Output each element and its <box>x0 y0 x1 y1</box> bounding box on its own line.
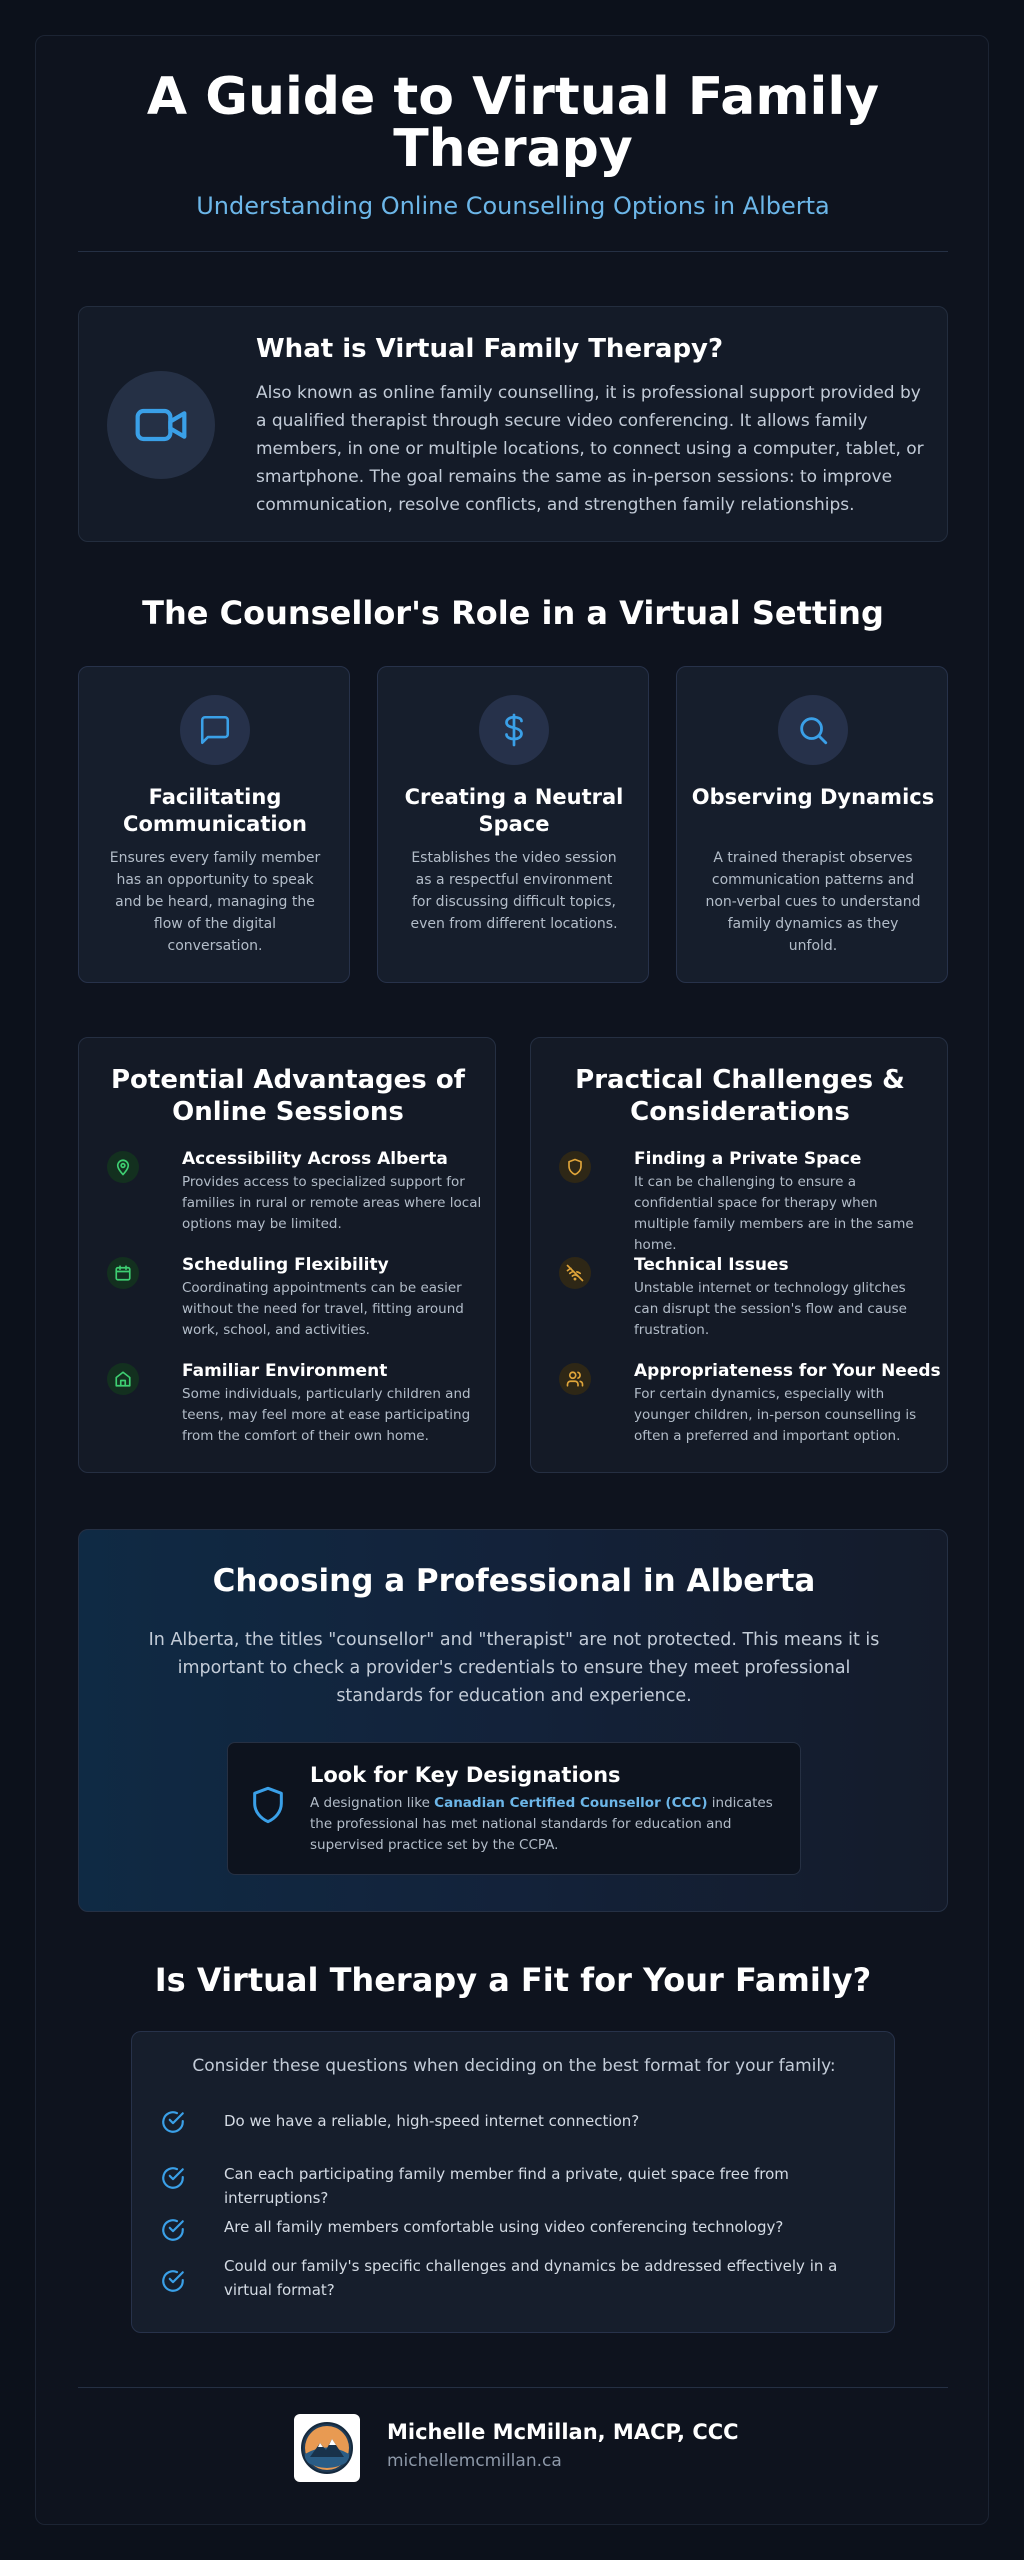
designation-title: Look for Key Designations <box>310 1763 621 1787</box>
advantages-card: Potential Advantages of Online Sessions Accessibility Across Alberta Provides access to specialized support for families in rural or remote areas where local options may be limited. Scheduling Flexibility Coordinating appointments can be easier without the need for travel, fitting around work, school, and activities. Familiar Environment Some individuals, particularly children and teens, may feel more at ease participating from the comfort of their own home. <box>78 1037 496 1473</box>
challenges-title: Practical Challenges & Considerations <box>575 1065 905 1127</box>
users-icon <box>559 1363 591 1395</box>
what-is-text: Also known as online family counselling, it is professional support provided by a qualified therapist through secure video conferencing. It allows family members, in one or multiple locations, to connect using a computer, tablet, or smartphone. The goal remains the same as in-person sessions: to improve communication, resolve conflicts, and strengthen family relationships. <box>256 383 924 515</box>
what-is-title: What is Virtual Family Therapy? <box>256 334 724 364</box>
choosing-title: Choosing a Professional in Alberta <box>212 1563 816 1599</box>
choosing-text: In Alberta, the titles "counsellor" and "therapist" are not protected. This means it is important to check a provider's credentials to ensure they meet professional standards for education and experience. <box>148 1630 880 1706</box>
page-title: A Guide to Virtual Family Therapy <box>146 67 880 179</box>
fit-checklist-card: Consider these questions when deciding on the best format for your family: Do we have a reliable, high-speed internet connection? Can each participating family member find a private, quiet space free from interruptions? Are all family members comfortable using video conferencing technology? Could our family's specific challenges and dynamics be addressed effectively in a virtual format? <box>131 2031 895 2333</box>
calendar-icon <box>107 1257 139 1289</box>
divider <box>78 251 948 252</box>
website-link[interactable]: michellemcmillan.ca <box>387 2451 562 2471</box>
wifi-off-icon <box>559 1257 591 1289</box>
role-card-communication <box>78 666 350 983</box>
magnifier-icon <box>778 695 848 765</box>
divider <box>78 2387 948 2388</box>
check-circle-icon <box>160 2165 186 2191</box>
home-icon <box>107 1363 139 1395</box>
map-pin-icon <box>107 1151 139 1183</box>
ccc-highlight: Canadian Certified Counsellor (CCC) <box>434 1795 708 1811</box>
role-card-title: Observing Dynamics <box>691 785 935 809</box>
designation-box <box>227 1742 801 1875</box>
video-camera-icon <box>107 371 215 479</box>
designation-text: A designation like Canadian Certified Counsellor (CCC) indicates the professional has met national standards for education and supervised practice set by the CCPA. <box>310 1795 773 1853</box>
role-card-title: Creating a Neutral Space <box>404 785 624 836</box>
role-card-text: A trained therapist observes communication patterns and non-verbal cues to understand family dynamics as they unfold. <box>705 850 921 954</box>
mountain-logo <box>294 2414 360 2482</box>
advantages-title: Potential Advantages of Online Sessions <box>111 1065 465 1127</box>
role-card-text: Establishes the video session as a respectful environment for discussing difficult topics, even from different locations. <box>410 850 618 932</box>
fit-intro: Consider these questions when deciding on the best format for your family: <box>192 2056 836 2076</box>
author-name: Michelle McMillan, MACP, CCC <box>387 2420 739 2444</box>
role-card-text: Ensures every family member has an opportunity to speak and be heard, managing the flow of the digital conversation. <box>109 850 321 954</box>
check-circle-icon <box>160 2217 186 2243</box>
role-card-dynamics <box>676 666 948 983</box>
shield-icon <box>559 1151 591 1183</box>
infographic-page <box>35 35 989 2525</box>
shield-icon <box>248 1783 288 1831</box>
role-card-neutral-space <box>377 666 649 983</box>
fit-section-title: Is Virtual Therapy a Fit for Your Family? <box>154 1961 872 1999</box>
challenges-card: Practical Challenges & Considerations Finding a Private Space It can be challenging to ensure a confidential space for therapy when multiple family members are in the same home. Technical Issues Unstable internet or technology glitches can disrupt the session's flow and cause frustration. Appropriateness for Your Needs For certain dynamics, especially with younger children, in-person counselling is often a preferred and important option. <box>530 1037 948 1473</box>
check-circle-icon <box>160 2268 186 2294</box>
page-subtitle: Understanding Online Counselling Options in Alberta <box>196 192 830 220</box>
role-section-title: The Counsellor's Role in a Virtual Setting <box>142 594 884 632</box>
role-card-title: Facilitating Communication <box>123 785 307 836</box>
check-circle-icon <box>160 2109 186 2135</box>
scales-icon <box>479 695 549 765</box>
what-is-card <box>78 306 948 542</box>
choosing-professional-card <box>78 1529 948 1912</box>
chat-bubble-icon <box>180 695 250 765</box>
